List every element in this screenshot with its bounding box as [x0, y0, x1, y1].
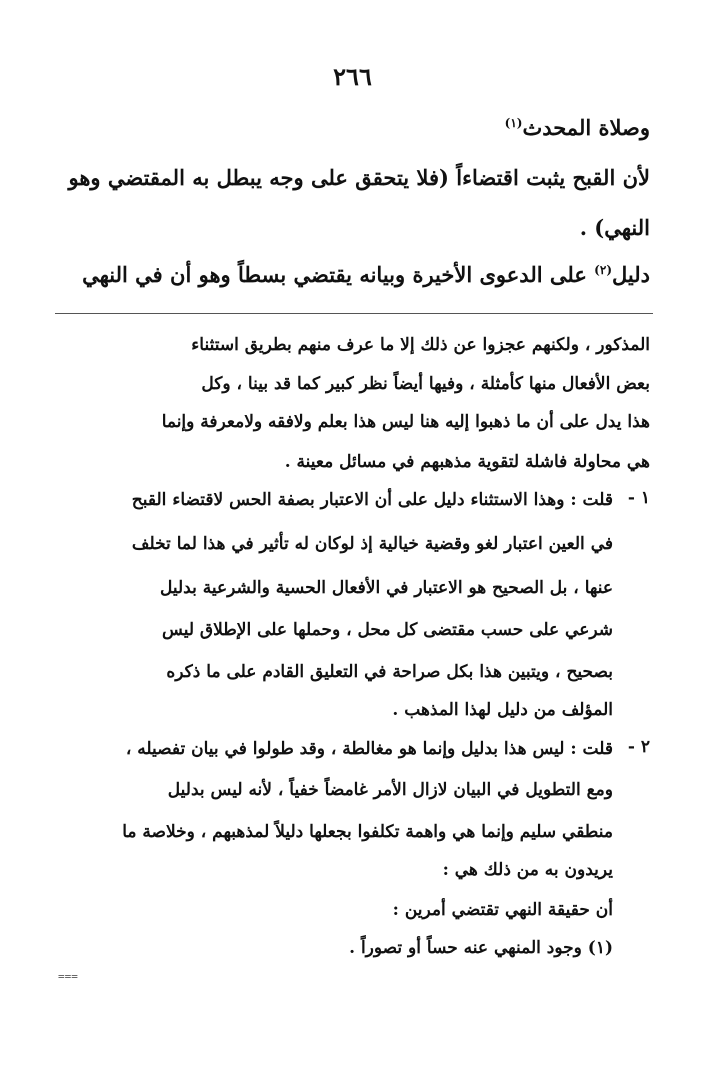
note-line: المذكور ، ولكنهم عجزوا عن ذلك إلا ما عرف منهم بطريق استثناء — [191, 335, 650, 355]
item-2-line: منطقي سليم وإنما هي واهمة تكلفوا بجعلها دليلاً لمذهبهم ، وخلاصة ما — [122, 822, 613, 842]
item-1-line: عنها ، بل الصحيح هو الاعتبار في الأفعال الحسية والشرعية بدليل — [160, 578, 613, 598]
note-line: بعض الأفعال منها كأمثلة ، وفيها أيضاً نظر كبير كما قد بينا ، وكل — [201, 374, 650, 394]
page-number: ٢٦٦ — [333, 62, 372, 91]
item-1-line: بصحيح ، ويتبين هذا بكل صراحة في التعليق القادم على ما ذكره — [166, 662, 613, 682]
item-2-line: (١) وجود المنهي عنه حساً أو تصوراً . — [349, 938, 613, 958]
item-1-line: شرعي على حسب مقتضى كل محل ، وحملها على الإطلاق ليس — [162, 620, 613, 640]
item-1-line: قلت : وهذا الاستثناء دليل على أن الاعتبار بصفة الحس لاقتضاء القبح — [131, 490, 613, 510]
item-2-line: ومع التطويل في البيان لازال الأمر غامضاً خفياً ، لأنه ليس بدليل — [167, 780, 613, 800]
heading-line — [50, 115, 650, 140]
item-1-line: المؤلف من دليل لهذا المذهب . — [392, 700, 613, 720]
item-2-line: يريدون به من ذلك هي : — [442, 860, 613, 880]
note-line: هي محاولة فاشلة لتقوية مذهبهم في مسائل معينة . — [284, 452, 650, 472]
item-2-line: أن حقيقة النهي تقتضي أمرين : — [392, 900, 613, 920]
paragraph-2-line-1 — [50, 262, 650, 287]
heading-text: وصلاة المحدث — [522, 115, 650, 140]
footnote-ref-2: (٢) — [594, 263, 612, 277]
item-1-number: ١ - — [627, 488, 650, 508]
item-2-number: ٢ - — [627, 737, 650, 757]
footnote-ref-1: (١) — [504, 116, 523, 130]
item-2-line: قلت : ليس هذا بدليل وإنما هو مغالطة ، وقد طولوا في بيان تفصيله ، — [125, 739, 613, 759]
footer-mark: === — [58, 970, 78, 983]
paragraph-2-rest: على الدعوى الأخيرة وبيانه يقتضي بسطاً وهو أن في النهي — [82, 262, 587, 287]
note-line: هذا يدل على أن ما ذهبوا إليه هنا ليس هذا بعلم ولافقه ولامعرفة وإنما — [161, 412, 650, 432]
paragraph-2-prefix: دليل — [612, 262, 650, 287]
footnote-divider — [55, 313, 653, 314]
paragraph-1-line-1: لأن القبح يثبت اقتضاءاً (فلا يتحقق على وجه يبطل به المقتضي وهو — [68, 165, 650, 190]
paragraph-1-line-2: النهي) . — [579, 215, 650, 240]
item-1-line: في العين اعتبار لغو وقضية خيالية إذ لوكان له تأثير في هذا لما تخلف — [131, 534, 613, 554]
